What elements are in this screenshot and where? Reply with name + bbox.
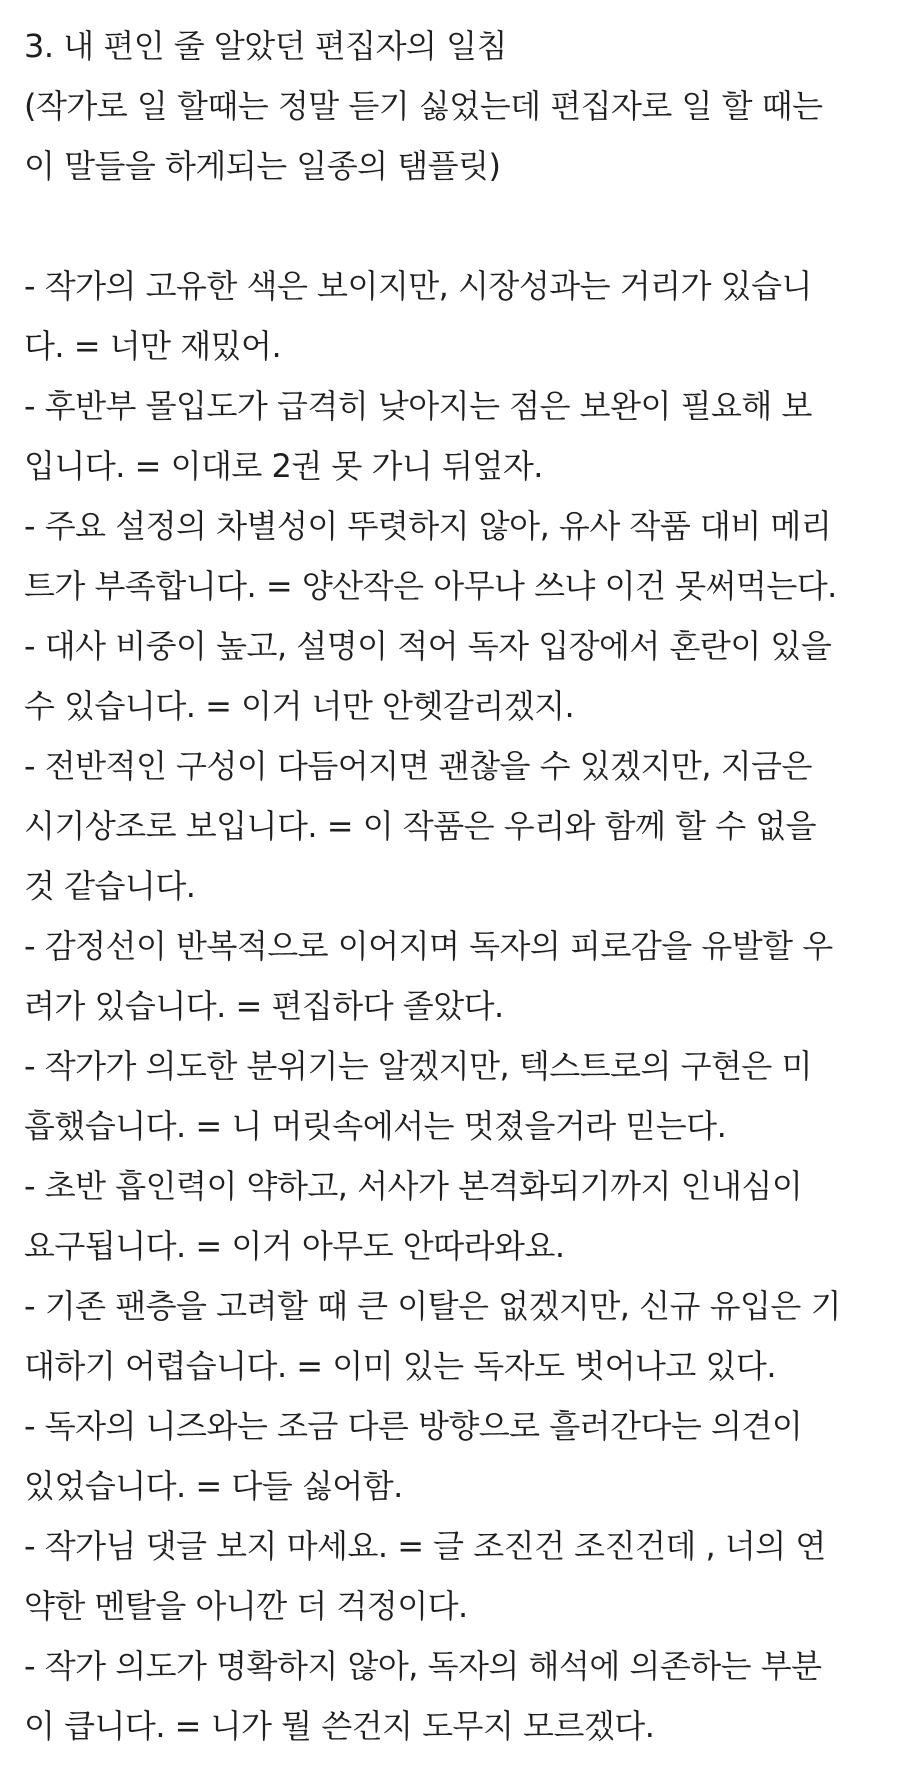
list-item-line: 흡했습니다. = 니 머릿속에서는 멋졌을거라 믿는다. — [24, 1107, 727, 1145]
list-item-line: - 주요 설정의 차별성이 뚜렷하지 않아, 유사 작품 대비 메리 — [24, 507, 832, 545]
document-subtitle-line-1: (작가로 일 할때는 정말 듣기 싫었는데 편집자로 일 할 때는 — [24, 87, 823, 125]
list-item-line: 요구됩니다. = 이거 아무도 안따라와요. — [24, 1227, 565, 1265]
list-item — [24, 1516, 880, 1636]
list-item-line: - 후반부 몰입도가 급격히 낮아지는 점은 보완이 필요해 보 — [24, 387, 812, 425]
list-item — [24, 496, 880, 616]
list-item-line: 대하기 어렵습니다. = 이미 있는 독자도 벗어나고 있다. — [24, 1347, 777, 1385]
list-item-line: 것 같습니다. — [24, 867, 196, 905]
list-item-line: 수 있습니다. = 이거 너만 안헷갈리겠지. — [24, 687, 575, 725]
list-item — [24, 736, 880, 916]
list-item — [24, 1276, 880, 1396]
list-item-line: - 작가의 고유한 색은 보이지만, 시장성과는 거리가 있습니 — [24, 267, 812, 305]
list-item-line: 입니다. = 이대로 2권 못 가니 뒤엎자. — [24, 447, 543, 485]
list-item-line: 트가 부족합니다. = 양산작은 아무나 쓰냐 이건 못써먹는다. — [24, 567, 837, 605]
list-item-line: 약한 멘탈을 아니깐 더 걱정이다. — [24, 1587, 468, 1625]
list-item-line: 려가 있습니다. = 편집하다 졸았다. — [24, 987, 504, 1025]
document-title: 3. 내 편인 줄 알았던 편집자의 일침 — [24, 27, 507, 65]
list-item — [24, 1156, 880, 1276]
list-item-line: 다. = 너만 재밌어. — [24, 327, 282, 365]
list-item-line: 시기상조로 보입니다. = 이 작품은 우리와 함께 할 수 없을 — [24, 807, 817, 845]
list-item-line: 있었습니다. = 다들 싫어함. — [24, 1467, 403, 1505]
list-item-line: 이 큽니다. = 니가 뭘 쓴건지 도무지 모르겠다. — [24, 1707, 655, 1745]
list-item-line: - 독자의 니즈와는 조금 다른 방향으로 흘러간다는 의견이 — [24, 1407, 803, 1445]
list-item-line: - 전반적인 구성이 다듬어지면 괜찮을 수 있겠지만, 지금은 — [24, 747, 812, 785]
blank-line — [24, 196, 880, 256]
list-item — [24, 376, 880, 496]
list-item — [24, 1636, 880, 1756]
list-item-line: - 감정선이 반복적으로 이어지며 독자의 피로감을 유발할 우 — [24, 927, 833, 965]
list-item-line: - 초반 흡인력이 약하고, 서사가 본격화되기까지 인내심이 — [24, 1167, 803, 1205]
list-item-line: - 기존 팬층을 고려할 때 큰 이탈은 없겠지만, 신규 유입은 기 — [24, 1287, 841, 1325]
list-item — [24, 1396, 880, 1516]
document-subtitle-line-2: 이 말들을 하게되는 일종의 탬플릿) — [24, 147, 501, 185]
list-item-line: - 작가 의도가 명확하지 않아, 독자의 해석에 의존하는 부분 — [24, 1647, 822, 1685]
list-item-line: - 작가가 의도한 분위기는 알겠지만, 텍스트로의 구현은 미 — [24, 1047, 812, 1085]
list-item — [24, 256, 880, 376]
list-item-line: - 대사 비중이 높고, 설명이 적어 독자 입장에서 혼란이 있을 — [24, 627, 832, 665]
template-list — [24, 256, 880, 1756]
list-item — [24, 1036, 880, 1156]
list-item — [24, 616, 880, 736]
heading-block — [24, 16, 880, 196]
list-item — [24, 916, 880, 1036]
list-item-line: - 작가님 댓글 보지 마세요. = 글 조진건 조진건데 , 너의 연 — [24, 1527, 826, 1565]
